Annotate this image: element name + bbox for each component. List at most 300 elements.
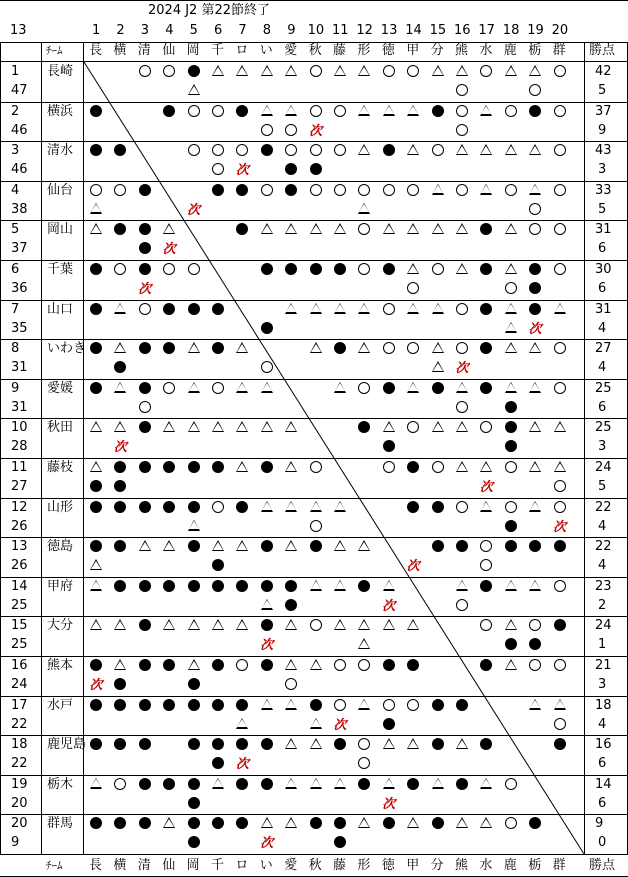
draw-icon — [432, 778, 444, 789]
draw-icon — [505, 144, 517, 155]
loss-icon — [505, 461, 517, 473]
result-cell — [352, 696, 376, 716]
win-icon — [188, 678, 200, 690]
team-name: 山形 — [47, 499, 74, 515]
result-cell — [157, 498, 181, 518]
result-cell — [352, 379, 376, 399]
result-cell — [206, 814, 230, 834]
team-name: いわき — [47, 341, 87, 357]
draw-icon — [334, 580, 346, 591]
result-cell — [206, 379, 230, 399]
win-icon — [358, 778, 370, 790]
win-icon — [90, 382, 102, 394]
draw-icon — [358, 540, 370, 551]
result-cell — [426, 300, 450, 320]
result-cell — [523, 300, 547, 320]
result-cell — [84, 537, 108, 557]
team-remaining-games: 6 — [598, 281, 607, 296]
result-cell — [182, 577, 206, 597]
result-cell — [426, 458, 450, 478]
team-rank: 14 — [11, 578, 28, 594]
result-cell — [206, 498, 230, 518]
col-number: 18 — [502, 23, 520, 38]
draw-icon — [334, 382, 346, 393]
result-cell — [206, 754, 230, 774]
result-cell — [474, 498, 498, 518]
draw-icon — [529, 65, 541, 76]
next-match-marker: 次 — [260, 638, 274, 654]
row-divider — [0, 42, 628, 43]
result-cell — [499, 577, 523, 597]
result-cell — [206, 735, 230, 755]
win-icon — [139, 242, 151, 254]
win-icon — [236, 184, 248, 196]
draw-icon — [383, 778, 395, 789]
next-match-marker: 次 — [235, 163, 249, 179]
win-icon — [90, 144, 102, 156]
team-name: 長崎 — [47, 64, 74, 79]
result-cell — [84, 656, 108, 676]
team-points: 25 — [595, 420, 612, 436]
loss-icon — [407, 65, 419, 77]
win-icon — [310, 699, 322, 711]
result-cell — [157, 537, 181, 557]
draw-icon — [358, 699, 370, 710]
result-cell — [206, 300, 230, 320]
result-cell — [523, 62, 547, 82]
result-cell — [157, 458, 181, 478]
result-cell — [279, 102, 303, 122]
loss-icon — [554, 342, 566, 354]
win-icon — [310, 163, 322, 175]
result-cell — [279, 735, 303, 755]
draw-icon — [163, 817, 175, 828]
result-cell — [450, 141, 474, 161]
team-max-points: 38 — [11, 201, 28, 217]
result-cell — [377, 616, 401, 636]
win-icon — [212, 699, 224, 711]
draw-icon — [456, 738, 468, 749]
draw-icon — [456, 65, 468, 76]
loss-icon — [432, 461, 444, 473]
col-name-header: 仙 — [162, 43, 176, 58]
result-cell — [255, 418, 279, 438]
loss-icon — [310, 65, 322, 77]
result-cell — [157, 102, 181, 122]
team-name: 甲府 — [47, 578, 74, 594]
win-icon — [236, 778, 248, 790]
team-rank: 4 — [11, 182, 20, 198]
win-icon — [529, 638, 541, 650]
team-points: 31 — [595, 222, 612, 238]
result-cell — [474, 260, 498, 280]
result-cell — [548, 102, 572, 122]
result-cell — [401, 181, 425, 201]
result-cell — [108, 358, 132, 378]
result-cell — [84, 556, 108, 576]
loss-icon — [505, 105, 517, 117]
result-cell — [133, 775, 157, 795]
draw-icon — [285, 421, 297, 432]
result-cell — [328, 62, 352, 82]
result-cell — [304, 715, 328, 735]
win-icon — [139, 778, 151, 790]
result-cell — [401, 379, 425, 399]
win-icon — [212, 461, 224, 473]
team-remaining-games: 1 — [598, 637, 607, 653]
result-cell — [279, 675, 303, 695]
win-icon — [310, 540, 322, 552]
draw-icon — [358, 105, 370, 116]
result-cell — [230, 339, 254, 359]
win-icon — [529, 540, 541, 552]
result-cell — [499, 339, 523, 359]
team-max-points: 31 — [11, 399, 28, 415]
result-cell — [108, 437, 132, 457]
result-cell — [133, 239, 157, 259]
team-name: 徳島 — [47, 539, 74, 555]
result-cell — [548, 220, 572, 240]
result-cell — [182, 81, 206, 101]
loss-icon — [407, 184, 419, 196]
result-cell — [133, 577, 157, 597]
draw-icon — [236, 382, 248, 393]
draw-icon — [407, 382, 419, 393]
loss-icon — [310, 619, 322, 631]
team-rank: 11 — [11, 460, 28, 475]
result-cell — [206, 62, 230, 82]
result-cell — [401, 141, 425, 161]
win-icon — [407, 659, 419, 671]
result-cell — [450, 418, 474, 438]
result-cell — [474, 556, 498, 576]
loss-icon — [383, 461, 395, 473]
win-icon — [188, 797, 200, 809]
result-cell — [499, 656, 523, 676]
draw-icon — [383, 105, 395, 116]
result-cell — [450, 62, 474, 82]
win-icon — [188, 540, 200, 552]
result-cell — [108, 735, 132, 755]
next-match-marker: 次 — [382, 796, 396, 812]
win-icon — [139, 738, 151, 750]
result-cell — [279, 814, 303, 834]
result-cell — [206, 656, 230, 676]
result-cell — [328, 833, 352, 853]
draw-icon — [383, 223, 395, 234]
col-name-footer: 鹿 — [503, 858, 517, 873]
win-icon — [163, 303, 175, 315]
team-remaining-games: 4 — [598, 558, 607, 574]
team-remaining-games: 4 — [598, 716, 607, 732]
result-cell — [84, 814, 108, 834]
win-icon — [188, 461, 200, 473]
draw-icon — [456, 421, 468, 432]
win-icon — [554, 738, 566, 750]
win-icon — [480, 223, 492, 235]
result-cell — [230, 160, 254, 180]
team-max-points: 25 — [11, 637, 28, 653]
result-cell — [108, 675, 132, 695]
col-name-footer: 仙 — [162, 858, 176, 873]
team-points: 21 — [595, 658, 612, 673]
team-max-points: 20 — [11, 795, 28, 811]
team-name: 横浜 — [47, 103, 74, 119]
team-name: 山口 — [47, 301, 74, 317]
win-icon — [334, 342, 346, 354]
result-cell — [255, 696, 279, 716]
result-cell — [108, 418, 132, 438]
result-cell — [230, 656, 254, 676]
win-icon — [212, 580, 224, 592]
draw-icon — [285, 659, 297, 670]
result-cell — [108, 814, 132, 834]
draw-icon — [505, 223, 517, 234]
result-cell — [84, 735, 108, 755]
team-name: 藤枝 — [47, 460, 74, 475]
result-cell — [304, 220, 328, 240]
win-icon — [139, 580, 151, 592]
result-cell — [108, 477, 132, 497]
draw-icon — [285, 619, 297, 630]
win-icon — [139, 223, 151, 235]
loss-icon — [114, 263, 126, 275]
result-cell — [328, 537, 352, 557]
result-cell — [108, 498, 132, 518]
result-cell — [182, 260, 206, 280]
result-cell — [548, 537, 572, 557]
result-cell — [304, 814, 328, 834]
win-icon — [432, 501, 444, 513]
loss-icon — [554, 184, 566, 196]
result-cell — [157, 656, 181, 676]
team-rank: 8 — [11, 341, 20, 357]
win-icon — [358, 421, 370, 433]
result-cell — [377, 418, 401, 438]
col-name-header: 水 — [479, 43, 493, 58]
win-icon — [480, 382, 492, 394]
loss-icon — [505, 501, 517, 513]
result-cell — [157, 577, 181, 597]
team-max-points: 25 — [11, 597, 28, 613]
draw-icon — [261, 421, 273, 432]
draw-icon — [432, 65, 444, 76]
loss-icon — [529, 619, 541, 631]
draw-icon — [529, 144, 541, 155]
result-cell — [523, 260, 547, 280]
draw-icon — [358, 303, 370, 314]
win-icon — [114, 738, 126, 750]
win-icon — [285, 184, 297, 196]
result-cell — [182, 814, 206, 834]
win-icon — [480, 738, 492, 750]
draw-icon — [554, 421, 566, 432]
team-points: 43 — [595, 143, 612, 159]
result-cell — [255, 635, 279, 655]
result-cell — [474, 379, 498, 399]
next-match-marker: 次 — [479, 480, 493, 495]
team-points: 16 — [595, 737, 612, 753]
result-cell — [450, 498, 474, 518]
result-cell — [450, 300, 474, 320]
result-cell — [401, 735, 425, 755]
draw-icon — [310, 659, 322, 670]
result-cell — [304, 102, 328, 122]
draw-icon — [505, 65, 517, 76]
result-cell — [182, 775, 206, 795]
result-cell — [108, 696, 132, 716]
draw-icon — [310, 718, 322, 729]
col-number: 4 — [165, 23, 174, 38]
win-icon — [529, 817, 541, 829]
result-cell — [304, 735, 328, 755]
result-cell — [474, 775, 498, 795]
col-name-footer: 岡 — [186, 858, 200, 873]
result-cell — [499, 498, 523, 518]
result-cell — [108, 220, 132, 240]
draw-icon — [334, 223, 346, 234]
result-cell — [377, 181, 401, 201]
result-cell — [279, 62, 303, 82]
points-header: 勝点 — [589, 43, 616, 58]
col-divider — [0, 42, 1, 854]
win-icon — [383, 144, 395, 156]
result-cell — [523, 220, 547, 240]
win-icon — [407, 501, 419, 513]
col-divider — [83, 42, 84, 854]
loss-icon — [358, 184, 370, 196]
result-cell — [426, 775, 450, 795]
result-cell — [255, 735, 279, 755]
draw-icon — [407, 105, 419, 116]
result-cell — [206, 418, 230, 438]
result-cell — [328, 577, 352, 597]
result-cell — [133, 260, 157, 280]
result-cell — [133, 379, 157, 399]
draw-icon — [334, 303, 346, 314]
result-cell — [230, 577, 254, 597]
col-name-header: 藤 — [333, 43, 347, 58]
draw-icon — [529, 184, 541, 195]
draw-icon — [432, 342, 444, 353]
loss-icon — [554, 105, 566, 117]
result-cell — [426, 102, 450, 122]
result-cell — [426, 220, 450, 240]
round-label: 13 — [10, 23, 27, 38]
team-remaining-games: 3 — [598, 677, 607, 692]
result-cell — [401, 814, 425, 834]
loss-icon — [505, 184, 517, 196]
result-cell — [377, 596, 401, 616]
result-cell — [401, 696, 425, 716]
result-cell — [426, 181, 450, 201]
result-cell — [328, 379, 352, 399]
draw-icon — [90, 223, 102, 234]
win-icon — [480, 659, 492, 671]
result-cell — [328, 339, 352, 359]
win-icon — [90, 263, 102, 275]
loss-icon — [456, 401, 468, 413]
result-cell — [474, 616, 498, 636]
result-cell — [328, 220, 352, 240]
result-cell — [450, 398, 474, 418]
win-icon — [334, 836, 346, 848]
result-cell — [548, 418, 572, 438]
result-cell — [230, 379, 254, 399]
loss-icon — [480, 65, 492, 77]
draw-icon — [554, 699, 566, 710]
loss-icon — [310, 144, 322, 156]
loss-icon — [212, 382, 224, 394]
result-cell — [401, 556, 425, 576]
win-icon — [334, 738, 346, 750]
result-cell — [377, 300, 401, 320]
draw-icon — [90, 559, 102, 570]
result-cell — [352, 814, 376, 834]
team-max-points: 37 — [11, 241, 28, 257]
team-remaining-games: 5 — [598, 83, 607, 98]
win-icon — [285, 580, 297, 592]
result-cell — [279, 596, 303, 616]
result-cell — [255, 260, 279, 280]
result-cell — [182, 537, 206, 557]
result-cell — [279, 220, 303, 240]
result-cell — [255, 814, 279, 834]
col-name-header: 徳 — [381, 43, 395, 58]
result-cell — [328, 102, 352, 122]
result-cell — [182, 379, 206, 399]
win-icon — [505, 520, 517, 532]
result-cell — [352, 339, 376, 359]
result-cell — [377, 260, 401, 280]
team-points: 23 — [595, 578, 612, 594]
win-icon — [236, 105, 248, 117]
result-cell — [352, 260, 376, 280]
win-icon — [212, 184, 224, 196]
team-name: 群馬 — [47, 816, 74, 832]
result-cell — [84, 418, 108, 438]
result-cell — [108, 339, 132, 359]
win-icon — [236, 817, 248, 829]
result-cell — [304, 517, 328, 537]
team-rank: 7 — [11, 301, 20, 317]
win-icon — [114, 461, 126, 473]
result-cell — [474, 537, 498, 557]
result-cell — [548, 715, 572, 735]
result-cell — [328, 696, 352, 716]
team-max-points: 26 — [11, 518, 28, 534]
win-icon — [261, 738, 273, 750]
result-cell — [84, 477, 108, 497]
loss-icon — [407, 421, 419, 433]
col-number: 7 — [238, 23, 247, 38]
win-icon — [383, 718, 395, 730]
result-cell — [84, 675, 108, 695]
draw-icon — [480, 817, 492, 828]
draw-icon — [407, 263, 419, 274]
win-icon — [310, 817, 322, 829]
draw-icon — [285, 223, 297, 234]
result-cell — [157, 239, 181, 259]
win-icon — [139, 382, 151, 394]
draw-icon — [236, 619, 248, 630]
win-icon — [236, 580, 248, 592]
result-cell — [206, 339, 230, 359]
draw-icon — [212, 540, 224, 551]
next-match-marker: 次 — [553, 519, 567, 535]
draw-icon — [188, 342, 200, 353]
win-icon — [139, 501, 151, 513]
